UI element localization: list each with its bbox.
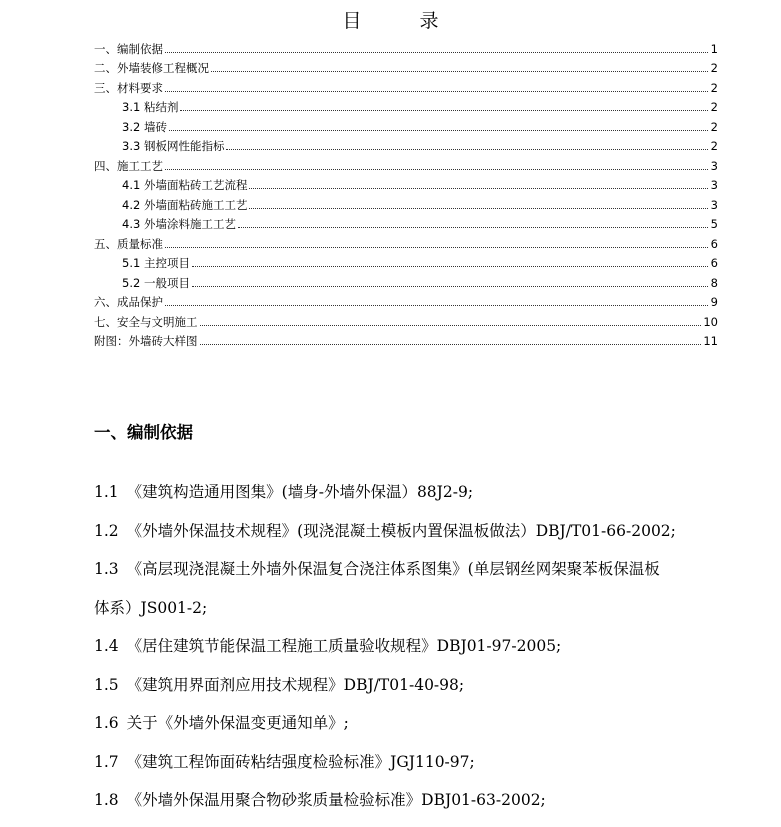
toc-entry[interactable] <box>94 95 718 115</box>
toc-entry[interactable] <box>94 270 718 290</box>
toc-page-number: 2 <box>710 61 718 75</box>
toc-entry-text: 七、安全与文明施工 <box>94 314 198 329</box>
toc-page-number: 2 <box>710 100 718 114</box>
reference-item <box>94 634 734 673</box>
reference-number: 1.2 <box>94 521 119 540</box>
toc-page-number: 2 <box>710 139 718 153</box>
toc-page-number: 6 <box>710 256 718 270</box>
toc-page-number: 5 <box>710 217 718 231</box>
toc-entry[interactable] <box>94 134 718 154</box>
toc-entry[interactable] <box>94 153 718 173</box>
toc-entry[interactable] <box>94 309 718 329</box>
toc-page-number: 10 <box>703 314 718 329</box>
toc-entry-text: 附图：外墙砖大样图 <box>94 334 198 348</box>
toc-entry-text: 4.2 外墙面粘砖施工工艺 <box>122 197 248 212</box>
reference-text: 《建筑用界面剂应用技术规程》DBJ/T01-40-98; <box>126 675 465 694</box>
toc-entry[interactable] <box>94 173 718 193</box>
toc-entry-text: 4.3 外墙涂料施工工艺 <box>122 217 236 231</box>
toc-page-number: 11 <box>703 334 718 348</box>
toc-leader-dots <box>211 71 708 72</box>
toc-leader-dots <box>192 286 708 287</box>
toc-page-number: 3 <box>710 178 718 192</box>
toc-entry-text: 五、质量标准 <box>94 236 163 251</box>
toc-entry[interactable] <box>94 212 718 232</box>
reference-item <box>94 711 734 750</box>
toc-page-number: 1 <box>710 41 718 56</box>
toc-title-char: 录 <box>419 10 439 32</box>
reference-item <box>94 673 734 712</box>
toc-leader-dots <box>165 52 708 53</box>
reference-text: 《建筑工程饰面砖粘结强度检验标准》JGJ110-97; <box>126 752 475 771</box>
toc-entry-text: 5.1 主控项目 <box>122 256 190 270</box>
reference-item <box>94 557 734 596</box>
toc-entry[interactable] <box>94 36 718 56</box>
toc-leader-dots <box>192 266 708 267</box>
toc-entry[interactable] <box>94 290 718 310</box>
toc-entry-text: 3.3 钢板网性能指标 <box>122 139 225 153</box>
toc-entry[interactable] <box>94 231 718 251</box>
reference-text: 《高层现浇混凝土外墙外保温复合浇注体系图集》(单层钢丝网架聚苯板保温板 <box>126 560 660 578</box>
toc-leader-dots <box>165 305 708 306</box>
reference-list <box>94 480 734 827</box>
table-of-contents <box>94 36 718 348</box>
toc-leader-dots <box>249 208 708 209</box>
reference-number: 1.4 <box>94 637 119 655</box>
reference-number: 1.3 <box>94 560 119 578</box>
section-heading: 一、编制依据 <box>94 423 193 442</box>
reference-number: 1.1 <box>94 483 119 501</box>
reference-item <box>94 596 734 635</box>
toc-leader-dots <box>169 130 708 131</box>
reference-number: 1.6 <box>94 714 119 732</box>
toc-page-number: 3 <box>710 197 718 212</box>
toc-entry-text: 四、施工工艺 <box>94 158 163 173</box>
toc-leader-dots <box>165 169 708 170</box>
toc-entry-text: 六、成品保护 <box>94 295 163 309</box>
toc-entry[interactable] <box>94 56 718 76</box>
toc-page-number: 2 <box>710 80 718 95</box>
toc-page-number: 3 <box>710 158 718 173</box>
reference-item <box>94 519 734 558</box>
toc-leader-dots <box>238 227 708 228</box>
reference-item <box>94 750 734 789</box>
reference-text: 关于《外墙外保温变更通知单》; <box>126 714 349 732</box>
toc-leader-dots <box>165 247 708 248</box>
reference-text: 《居住建筑节能保温工程施工质量验收规程》DBJ01-97-2005; <box>126 637 562 655</box>
toc-page-number: 9 <box>710 295 718 309</box>
toc-page-number: 8 <box>710 275 718 290</box>
toc-entry[interactable] <box>94 251 718 271</box>
reference-text: 《外墙外保温技术规程》(现浇混凝土模板内置保温板做法）DBJ/T01-66-2002; <box>126 521 676 540</box>
toc-entry-text: 3.1 粘结剂 <box>122 100 179 114</box>
toc-leader-dots <box>200 325 702 326</box>
toc-entry-text: 5.2 一般项目 <box>122 275 190 290</box>
reference-item <box>94 480 734 519</box>
toc-entry-text: 3.2 墙砖 <box>122 119 167 134</box>
toc-title <box>0 6 781 33</box>
reference-text: 体系）JS001-2; <box>94 598 208 617</box>
toc-leader-dots <box>200 344 702 345</box>
toc-entry-text: 二、外墙装修工程概况 <box>94 61 209 75</box>
toc-page-number: 2 <box>710 119 718 134</box>
reference-number: 1.7 <box>94 752 119 771</box>
reference-number: 1.5 <box>94 675 119 694</box>
reference-item <box>94 788 734 827</box>
toc-entry[interactable] <box>94 329 718 349</box>
toc-entry[interactable] <box>94 192 718 212</box>
reference-number: 1.8 <box>94 791 119 809</box>
toc-leader-dots <box>249 188 708 189</box>
toc-entry[interactable] <box>94 75 718 95</box>
reference-text: 《外墙外保温用聚合物砂浆质量检验标准》DBJ01-63-2002; <box>126 791 546 809</box>
toc-entry-text: 4.1 外墙面粘砖工艺流程 <box>122 178 248 192</box>
toc-entry-text: 三、材料要求 <box>94 80 163 95</box>
toc-leader-dots <box>165 91 708 92</box>
toc-leader-dots <box>226 149 708 150</box>
toc-entry[interactable] <box>94 114 718 134</box>
reference-text: 《建筑构造通用图集》(墙身-外墙外保温）88J2-9; <box>126 483 474 501</box>
toc-leader-dots <box>180 110 708 111</box>
toc-title-char: 目 <box>342 10 362 32</box>
toc-page-number: 6 <box>710 236 718 251</box>
toc-entry-text: 一、编制依据 <box>94 41 163 56</box>
